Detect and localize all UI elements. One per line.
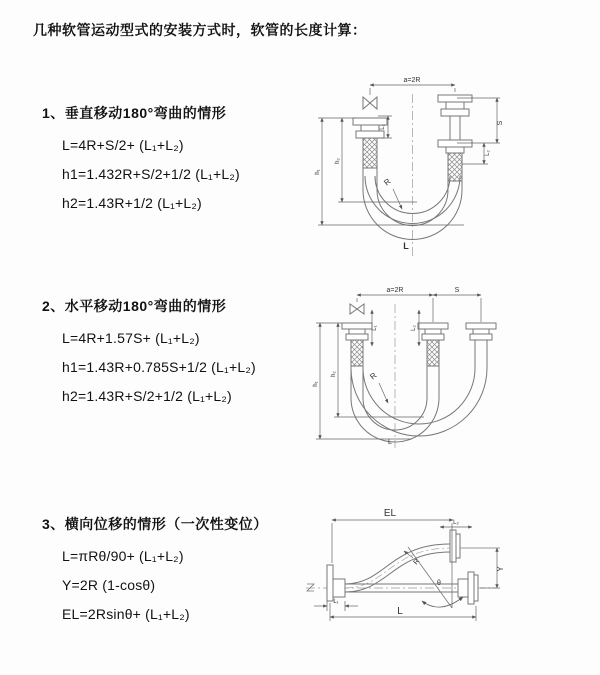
dim-label-travel: S <box>497 120 504 126</box>
section-2-heading: 2、水平移动180°弯曲的情形 <box>42 298 227 314</box>
dim-label-travel: S <box>454 287 460 294</box>
left-flange <box>327 565 345 601</box>
braided-hose <box>427 340 439 366</box>
braided-hose <box>351 340 363 366</box>
dimension-lines <box>316 295 481 439</box>
diagram-horizontal-180-bend <box>312 282 552 452</box>
upper-flange <box>450 530 460 562</box>
braided-hose <box>363 138 377 168</box>
formula-el: EL=2Rsinθ+ (L₁+L₂) <box>62 606 190 622</box>
section-3-heading: 3、横向位移的情形（一次性变位） <box>42 516 268 532</box>
formula-length: L=4R+S/2+ (L₁+L₂) <box>62 137 184 153</box>
formula-length: L=πRθ/90+ (L₁+L₂) <box>62 548 184 564</box>
valve-icon <box>350 304 364 314</box>
section-1-formulas <box>42 131 240 218</box>
dim-label-width: a=2R <box>403 77 421 84</box>
braided-hose <box>448 153 462 181</box>
dim-label-h1: h₁ <box>313 381 319 387</box>
dim-label-l1: L₁ <box>372 325 378 331</box>
dim-label-l1: L₁ <box>380 124 386 130</box>
dim-label-h2: h₂ <box>331 371 337 377</box>
hose-curves <box>351 340 487 442</box>
dim-label-length: L <box>403 241 409 251</box>
dim-label-radius: R <box>412 557 422 567</box>
diagram-vertical-180-bend <box>312 72 542 262</box>
dim-label-length: L <box>397 606 403 617</box>
dim-label-radius: R <box>382 176 393 188</box>
formula-y: Y=2R (1-cosθ) <box>62 577 156 593</box>
dim-label-h1: h₁ <box>315 169 321 175</box>
right-fittings <box>438 95 472 181</box>
centerline-break-mark <box>307 584 314 591</box>
valve-icon <box>363 97 377 109</box>
hose-s-curve <box>345 544 450 592</box>
dim-label-l2: L₂ <box>453 520 459 526</box>
dim-label-l1: L₁ <box>333 599 339 605</box>
section-horizontal-movement <box>42 296 256 411</box>
dimension-lines <box>314 520 500 621</box>
section-2-formulas <box>42 324 256 411</box>
formula-length: L=4R+1.57S+ (L₁+L₂) <box>62 330 200 346</box>
dim-label-theta: θ <box>437 580 441 587</box>
dim-label-l2: L₂ <box>411 325 417 331</box>
dimension-lines <box>318 85 500 225</box>
section-lateral-displacement <box>42 514 268 629</box>
formula-h1: h1=1.432R+S/2+1/2 (L₁+L₂) <box>62 166 240 182</box>
section-vertical-movement <box>42 103 240 218</box>
formula-h2: h2=1.43R+1/2 (L₁+L₂) <box>62 195 202 211</box>
section-3-formulas <box>42 542 268 629</box>
dim-label-l2: L₂ <box>485 150 491 156</box>
dim-label-el: EL <box>383 508 397 519</box>
dim-label-radius: R <box>368 370 379 382</box>
section-1-heading: 1、垂直移动180°弯曲的情形 <box>42 105 227 121</box>
formula-h1: h1=1.43R+0.785S+1/2 (L₁+L₂) <box>62 359 256 375</box>
dim-label-width: a=2R <box>386 287 404 294</box>
dim-label-h2: h₂ <box>335 158 341 164</box>
diagram-lateral-displacement <box>300 505 600 650</box>
dim-label-length: L <box>388 439 392 446</box>
page-title: 几种软管运动型式的安装方式时，软管的长度计算： <box>33 22 367 38</box>
formula-h2: h2=1.43R+S/2+1/2 (L₁+L₂) <box>62 388 232 404</box>
dim-label-y: Y <box>496 566 505 572</box>
